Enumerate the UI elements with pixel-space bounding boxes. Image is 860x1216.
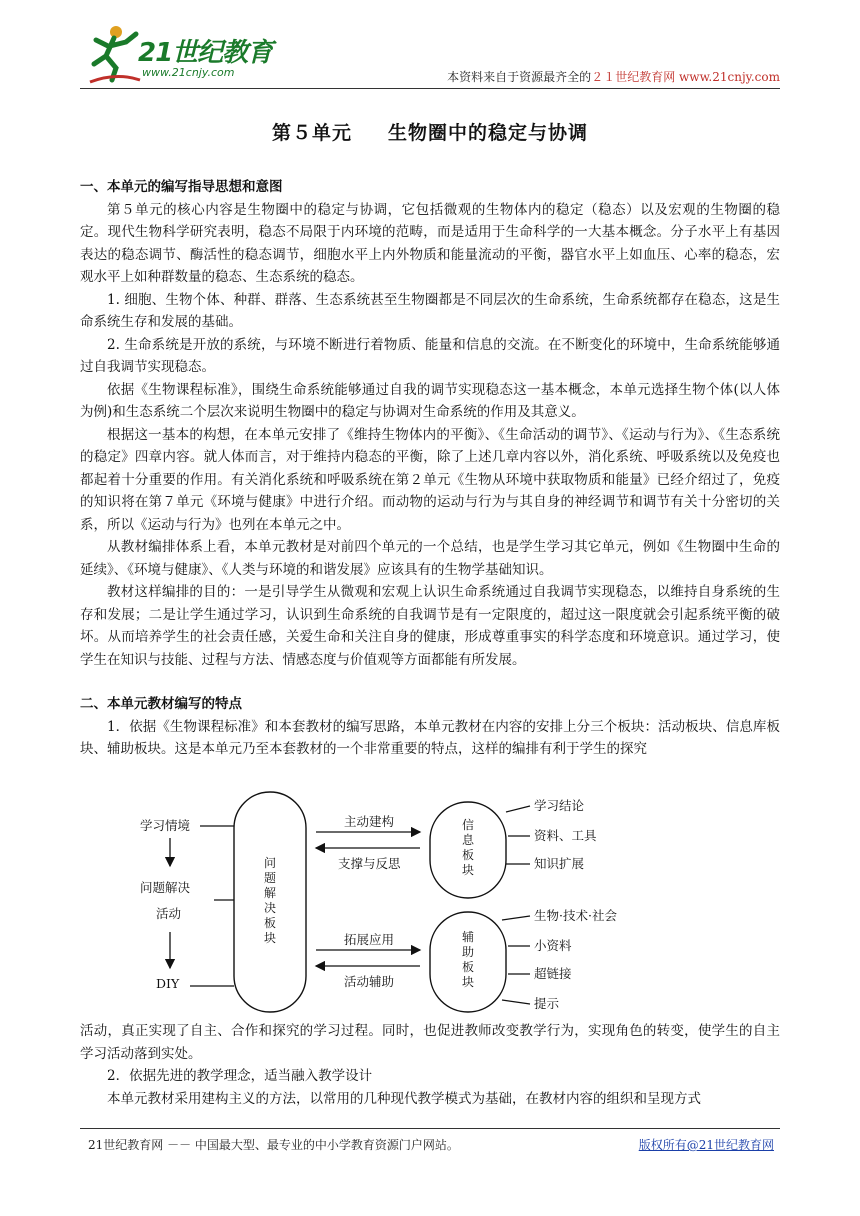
logo-wordmark: 21世纪教育 bbox=[138, 38, 273, 68]
paragraph: 根据这一基本的构想，在本单元安排了《维持生物体内的平衡》、《生命活动的调节》、《运动与行为》、《生态系统的稳定》四章内容。就人体而言，对于维持内稳态的平衡，除了上述几章内容以外，消化系统、呼吸系统以及免疫也都起着十分重要的作用。有关消化系统和呼吸系统在第２单元《生物从环境中获取物质和能量》已经介绍过了，免疫的知识将在第７单元《环境与健康》中进行介绍。而动物的运动与行为与其自身的神经调节和调节有关十分密切的关系，所以《运动与行为》也列在本单元之中。 bbox=[80, 426, 780, 533]
left-item-diy: DIY bbox=[156, 976, 180, 991]
page-header bbox=[80, 18, 780, 92]
paragraph: 活动，真正实现了自主、合作和探究的学习过程。同时，也促进教师改变教学行为，实现角色的转变，使学生的自主学习活动落到实处。 bbox=[80, 1023, 780, 1062]
unit-number: 第５单元 bbox=[271, 122, 352, 144]
info-item: 学习结论 bbox=[534, 798, 585, 813]
document-body-continued bbox=[80, 1020, 780, 1110]
aux-item: 提示 bbox=[534, 996, 560, 1011]
section-heading-2: 二、本单元教材编写的特点 bbox=[80, 696, 242, 712]
paragraph: 本单元教材采用建构主义的方法，以常用的几种现代教学模式为基础，在教材内容的组织和呈现方式 bbox=[107, 1090, 701, 1107]
paragraph: 1．依据《生物课程标准》和本套教材的编写思路，本单元教材在内容的安排上分三个板块：活动板块、信息库板块、辅助板块。这是本单元乃至本套教材的一个非常重要的特点，这样的编排有利于学生的探究 bbox=[80, 718, 780, 757]
aux-item: 小资料 bbox=[534, 938, 572, 953]
arrow-label-extended-application: 拓展应用 bbox=[344, 932, 395, 947]
unit-name: 生物圈中的稳定与协调 bbox=[388, 122, 589, 144]
logo-url: www.21cnjy.com bbox=[142, 66, 235, 79]
info-block-label: 信 息 板 块 bbox=[461, 818, 474, 877]
tagline-url-link[interactable]: www.21cnjy.com bbox=[679, 70, 780, 84]
tagline-brand-link[interactable]: ２１世纪教育网 bbox=[591, 70, 676, 84]
aux-item: 生物·技术·社会 bbox=[534, 908, 617, 923]
runner-logo-icon bbox=[86, 24, 142, 84]
paragraph: 第５单元的核心内容是生物圈中的稳定与协调，它包括微观的生物体内的稳定（稳态）以及宏观的生物圈的稳定。现代生物科学研究表明，稳态不局限于内环境的范畴，而是适用于生命科学的一大基本概念。分子水平上有基因表达的稳态调节、酶活性的稳态调节，细胞水平上内外物质和能量流动的平衡，器官水平上如血压、心率的稳态，宏观水平上如种群数量的稳态、生态系统的稳态。 bbox=[80, 201, 780, 285]
footer-text: 21世纪教育网 －－ 中国最大型、最专业的中小学教育资源门户网站。 bbox=[88, 1138, 459, 1152]
tagline-prefix: 本资料来自于资源最齐全的 bbox=[447, 70, 592, 84]
left-item-learning-context: 学习情境 bbox=[140, 818, 191, 833]
aux-item: 超链接 bbox=[534, 966, 572, 981]
site-logo[interactable] bbox=[80, 18, 290, 88]
arrow-label-active-construction: 主动建构 bbox=[344, 814, 395, 829]
textbook-structure-diagram bbox=[130, 788, 650, 1024]
center-block-label: 问 题 解 决 板 块 bbox=[263, 856, 276, 945]
info-item: 知识扩展 bbox=[534, 856, 585, 871]
copyright-link[interactable]: 版权所有@21世纪教育网 bbox=[638, 1138, 774, 1152]
paragraph: 1. 细胞、生物个体、种群、群落、生态系统甚至生物圈都是不同层次的生命系统，生命系统都存在稳态，这是生命系统生存和发展的基础。 bbox=[80, 291, 780, 330]
paragraph: 依据《生物课程标准》，围绕生命系统能够通过自我的调节实现稳态这一基本概念，本单元选择生物个体(以人体为例)和生态系统二个层次来说明生物圈中的稳定与协调对生命系统的作用及其意义。 bbox=[80, 381, 780, 420]
subsection-heading: 2．依据先进的教学理念，适当融入教学设计 bbox=[107, 1068, 373, 1084]
info-item: 资料、工具 bbox=[534, 828, 597, 843]
footer-divider bbox=[80, 1128, 780, 1129]
left-item-problem-solving: 问题解决 bbox=[140, 880, 191, 895]
page-title bbox=[0, 118, 860, 145]
paragraph: 从教材编排体系上看，本单元教材是对前四个单元的一个总结，也是学生学习其它单元，例如《生物圈中生命的延续》、《环境与健康》、《人类与环境的和谐发展》应该具有的生物学基础知识。 bbox=[80, 539, 780, 578]
left-item-activity: 活动 bbox=[156, 906, 182, 921]
arrow-label-support-reflection: 支撑与反思 bbox=[338, 856, 401, 871]
header-tagline bbox=[447, 68, 780, 85]
paragraph: 2. 生命系统是开放的系统，与环境不断进行着物质、能量和信息的交流。在不断变化的环境中，生命系统能够通过自我调节实现稳态。 bbox=[80, 336, 780, 375]
aux-block-label: 辅 助 板 块 bbox=[461, 930, 474, 989]
paragraph: 教材这样编排的目的：一是引导学生从微观和宏观上认识生命系统通过自我调节实现稳态，以维持自身系统的生存和发展；二是让学生通过学习，认识到生命系统的自我调节是有一定限度的，超过这一限度就会引起系统平衡的破坏。从而培养学生的社会责任感，关爱生命和关注自身的健康，形成尊重事实的科学态度和环境意识。通过学习，使学生在知识与技能、过程与方法、情感态度与价值观等方面都能有所发展。 bbox=[80, 584, 780, 668]
document-body bbox=[80, 176, 780, 761]
header-divider bbox=[80, 88, 780, 89]
section-heading-1: 一、本单元的编写指导思想和意图 bbox=[80, 179, 283, 195]
arrow-label-activity-support: 活动辅助 bbox=[344, 974, 395, 989]
